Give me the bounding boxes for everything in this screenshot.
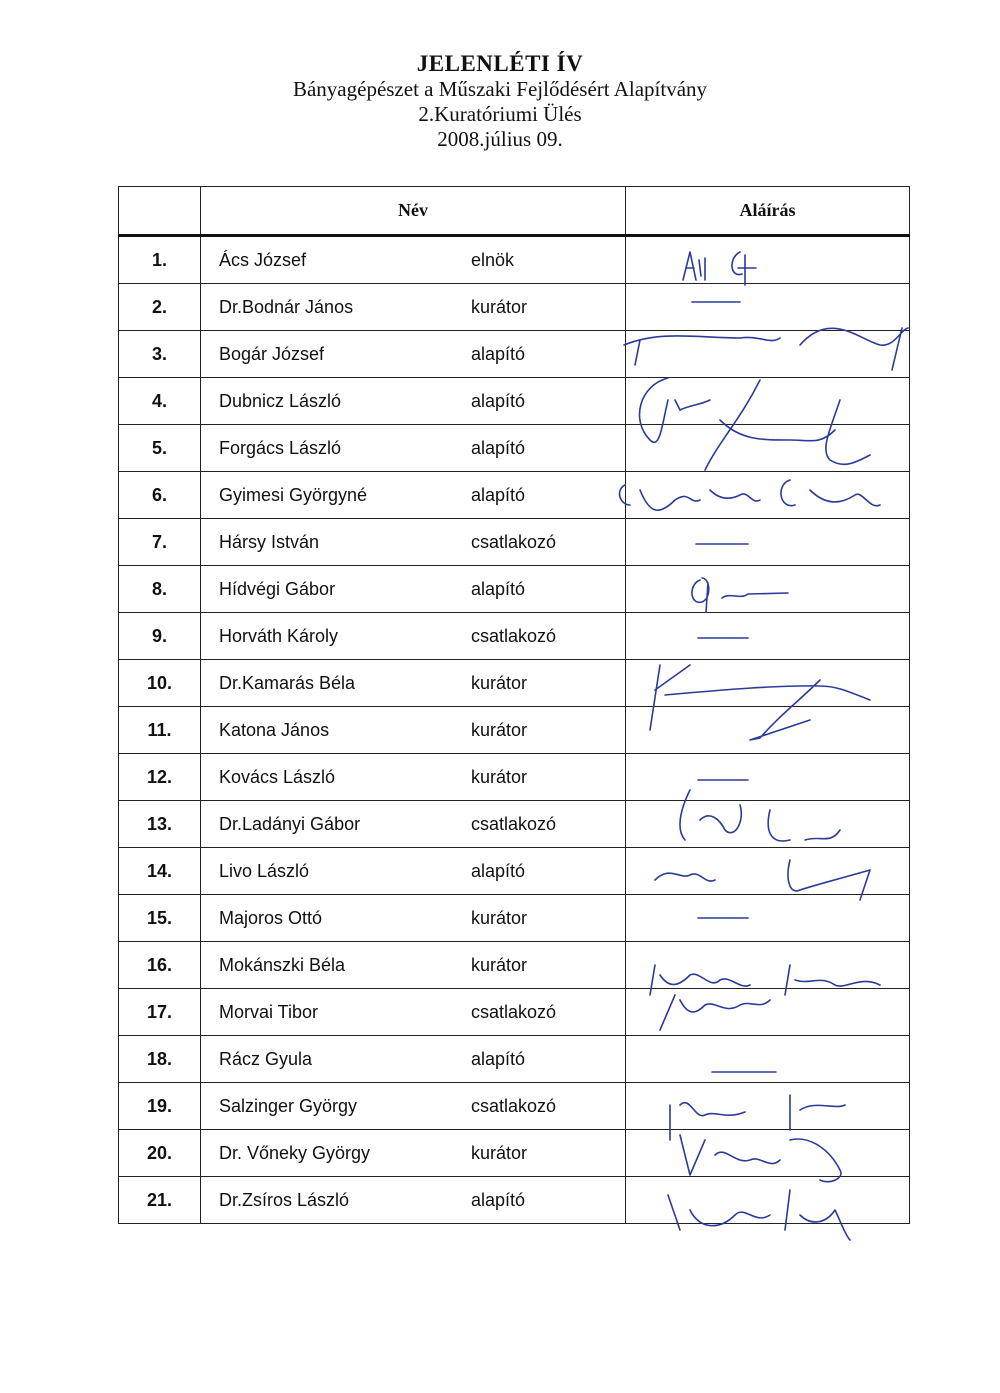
member-cell (201, 754, 626, 801)
member-name: Dr.Kamarás Béla (219, 673, 356, 693)
member-role: alapító (471, 579, 526, 599)
row-number: 9. (119, 613, 201, 660)
member-role: elnök (471, 250, 515, 270)
signature-cell (626, 707, 910, 754)
row-number: 13. (119, 801, 201, 848)
row-number: 11. (119, 707, 201, 754)
member-cell (201, 989, 626, 1036)
signature-cell (626, 1036, 910, 1083)
table-header-row (119, 187, 910, 236)
signature-cell (626, 378, 910, 425)
member-role: alapító (471, 344, 526, 364)
signature-cell (626, 942, 910, 989)
member-cell (201, 895, 626, 942)
member-cell (201, 519, 626, 566)
signature-cell (626, 1130, 910, 1177)
table-row (119, 284, 910, 331)
member-role: alapító (471, 438, 526, 458)
row-number: 3. (119, 331, 201, 378)
table-row (119, 660, 910, 707)
member-name: Dubnicz László (219, 391, 342, 411)
signature-cell (626, 848, 910, 895)
member-name: Livo László (219, 861, 310, 881)
signature-cell (626, 236, 910, 284)
table-row (119, 613, 910, 660)
member-name: Forgács László (219, 438, 342, 458)
table-row (119, 895, 910, 942)
row-number: 5. (119, 425, 201, 472)
member-role: alapító (471, 1049, 526, 1069)
signature-cell (626, 801, 910, 848)
member-cell (201, 378, 626, 425)
member-cell (201, 1083, 626, 1130)
table-row (119, 378, 910, 425)
member-name: Kovács László (219, 767, 336, 787)
member-cell (201, 848, 626, 895)
signature-cell (626, 754, 910, 801)
table-row (119, 425, 910, 472)
member-role: kurátor (471, 673, 528, 693)
member-role: alapító (471, 391, 526, 411)
signature-cell (626, 989, 910, 1036)
member-role: csatlakozó (471, 1096, 557, 1116)
member-role: csatlakozó (471, 1002, 557, 1022)
table-row (119, 1036, 910, 1083)
member-cell (201, 425, 626, 472)
row-number: 12. (119, 754, 201, 801)
member-name: Bogár József (219, 344, 325, 364)
table-row (119, 472, 910, 519)
table-row (119, 848, 910, 895)
signature-column-header: Aláírás (626, 187, 910, 236)
row-number: 16. (119, 942, 201, 989)
member-role: alapító (471, 1190, 526, 1210)
table-row (119, 519, 910, 566)
row-number: 18. (119, 1036, 201, 1083)
signature-cell (626, 331, 910, 378)
member-name: Dr.Ladányi Gábor (219, 814, 361, 834)
table-row (119, 942, 910, 989)
number-column-header (119, 187, 201, 236)
row-number: 6. (119, 472, 201, 519)
attendance-table (118, 186, 910, 1224)
member-role: alapító (471, 861, 526, 881)
member-name: Morvai Tibor (219, 1002, 319, 1022)
document-title: JELENLÉTI ÍV (416, 51, 584, 76)
member-role: kurátor (471, 955, 528, 975)
member-cell (201, 236, 626, 284)
member-role: kurátor (471, 297, 528, 317)
signature-cell (626, 566, 910, 613)
table-row (119, 754, 910, 801)
member-role: csatlakozó (471, 626, 557, 646)
document-header (0, 50, 1000, 152)
signature-cell (626, 1083, 910, 1130)
member-name: Dr. Vőneky György (219, 1143, 371, 1163)
member-role: csatlakozó (471, 532, 557, 552)
table-row (119, 801, 910, 848)
name-column-header: Név (201, 187, 626, 236)
meeting-name: 2.Kuratóriumi Ülés (418, 102, 582, 126)
member-name: Katona János (219, 720, 330, 740)
signature-cell (626, 284, 910, 331)
table-row (119, 1083, 910, 1130)
row-number: 19. (119, 1083, 201, 1130)
row-number: 4. (119, 378, 201, 425)
table-row (119, 566, 910, 613)
member-role: kurátor (471, 908, 528, 928)
member-cell (201, 331, 626, 378)
member-name: Gyimesi Györgyné (219, 485, 368, 505)
member-name: Hídvégi Gábor (219, 579, 336, 599)
row-number: 21. (119, 1177, 201, 1224)
signature-cell (626, 895, 910, 942)
row-number: 1. (119, 236, 201, 284)
member-name: Rácz Gyula (219, 1049, 313, 1069)
signature-cell (626, 472, 910, 519)
member-cell (201, 1036, 626, 1083)
member-cell (201, 613, 626, 660)
member-name: Majoros Ottó (219, 908, 323, 928)
member-name: Ács József (219, 250, 307, 270)
member-name: Dr.Bodnár János (219, 297, 354, 317)
signature-cell (626, 519, 910, 566)
meeting-date: 2008.július 09. (437, 127, 563, 151)
member-cell (201, 801, 626, 848)
table-row (119, 989, 910, 1036)
member-cell (201, 472, 626, 519)
row-number: 2. (119, 284, 201, 331)
member-name: Dr.Zsíros László (219, 1190, 350, 1210)
member-role: kurátor (471, 767, 528, 787)
signature-cell (626, 425, 910, 472)
member-cell (201, 566, 626, 613)
member-role: alapító (471, 485, 526, 505)
member-name: Horváth Károly (219, 626, 339, 646)
member-cell (201, 707, 626, 754)
row-number: 15. (119, 895, 201, 942)
table-row (119, 236, 910, 284)
member-role: kurátor (471, 720, 528, 740)
member-name: Salzinger György (219, 1096, 358, 1116)
member-cell (201, 284, 626, 331)
member-role: kurátor (471, 1143, 528, 1163)
row-number: 20. (119, 1130, 201, 1177)
member-name: Mokánszki Béla (219, 955, 346, 975)
table-row (119, 1177, 910, 1224)
signature-cell (626, 613, 910, 660)
organization-name: Bányagépészet a Műszaki Fejlődésért Alapítvány (292, 77, 708, 101)
member-cell (201, 660, 626, 707)
row-number: 7. (119, 519, 201, 566)
member-cell (201, 1130, 626, 1177)
table-row (119, 707, 910, 754)
signature-cell (626, 1177, 910, 1224)
signature-cell (626, 660, 910, 707)
table-row (119, 1130, 910, 1177)
member-name: Hársy István (219, 532, 320, 552)
row-number: 8. (119, 566, 201, 613)
table-row (119, 331, 910, 378)
row-number: 14. (119, 848, 201, 895)
row-number: 10. (119, 660, 201, 707)
member-role: csatlakozó (471, 814, 557, 834)
member-cell (201, 942, 626, 989)
row-number: 17. (119, 989, 201, 1036)
member-cell (201, 1177, 626, 1224)
